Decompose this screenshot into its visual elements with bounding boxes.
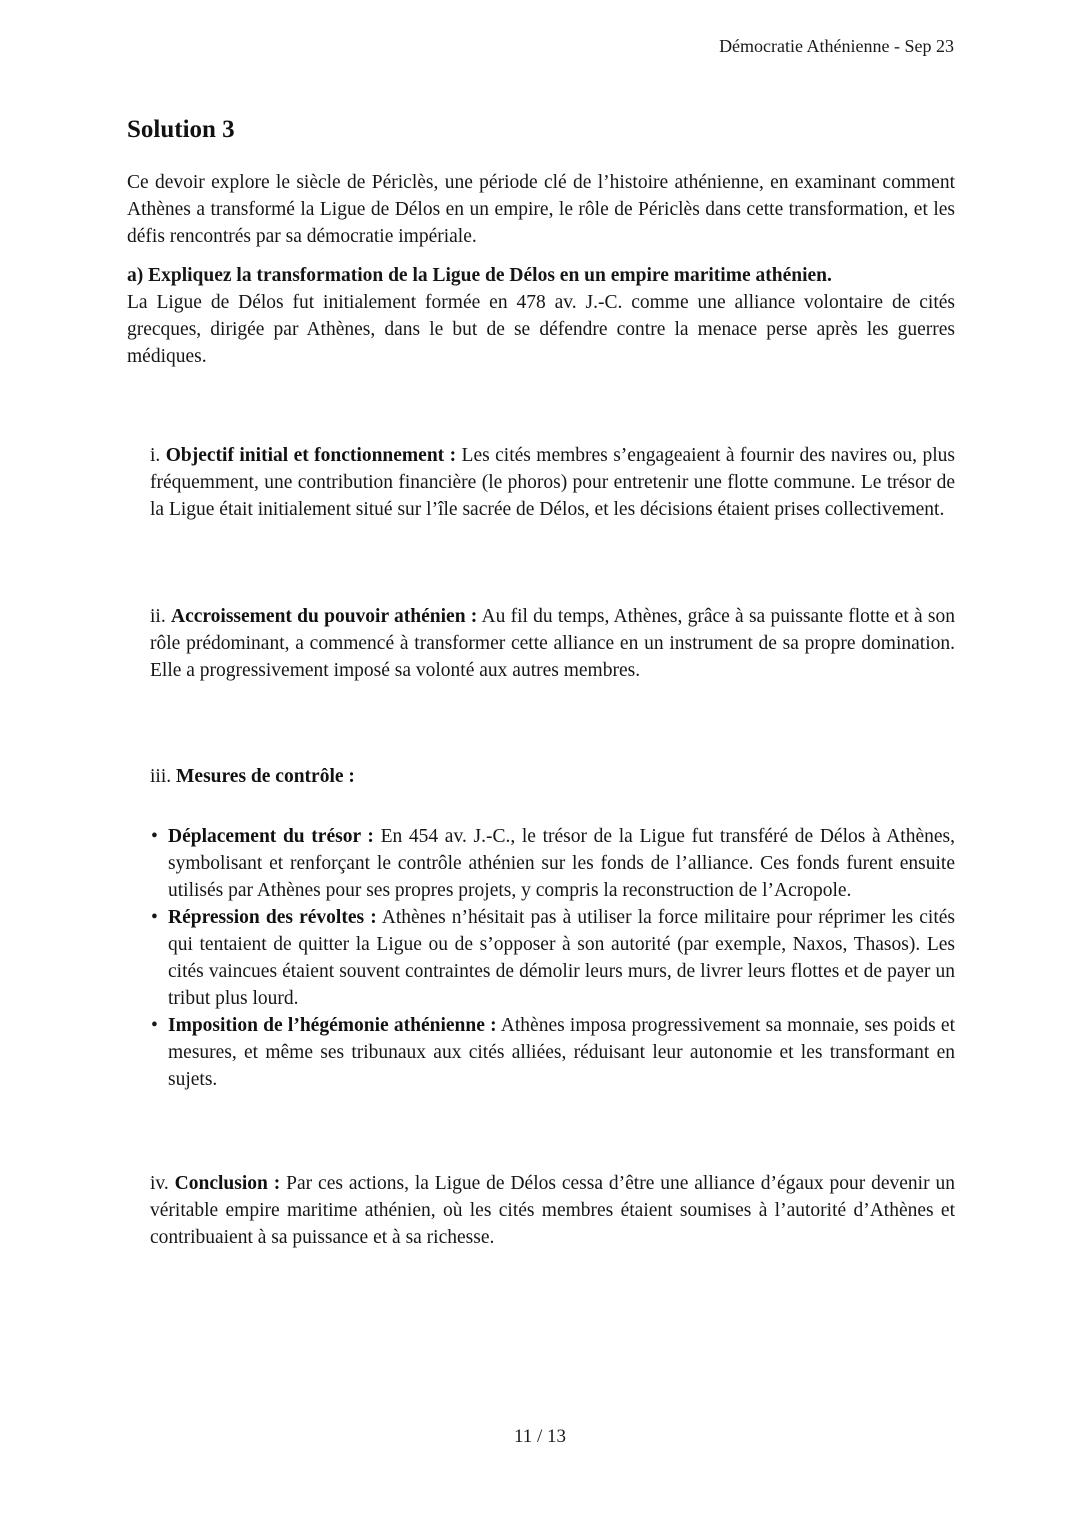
page-header: Démocratie Athénienne - Sep 23	[719, 36, 954, 56]
subsection-iii-marker: iii.	[150, 766, 172, 787]
bullet-1-label: Déplacement du trésor :	[168, 826, 374, 847]
section-a-heading: a) Expliquez la transformation de la Ligue de Délos en un empire maritime athénien.	[127, 265, 832, 286]
subsection-iv-conclusion	[150, 1170, 955, 1251]
bullet-3-label: Imposition de l’hégémonie athénienne :	[168, 1015, 497, 1036]
list-item	[150, 904, 955, 1012]
subsection-iii-label: Mesures de contrôle :	[176, 766, 355, 787]
bullet-2-text: Athènes n’hésitait pas à utiliser la force militaire pour réprimer les cités qui tentaient de quitter la Ligue ou de s’opposer à son autorité (par exemple, Naxos, Thasos). Les cités vaincues étaient souvent contraintes de démolir leurs murs, de livrer leurs flottes et de payer un tribut plus lourd.	[168, 907, 955, 1009]
subsection-i-label: Objectif initial et fonctionnement :	[165, 445, 457, 466]
subsection-iv-marker: iv.	[150, 1173, 169, 1194]
page-number: 11 / 13	[513, 1426, 567, 1447]
subsection-ii-label: Accroissement du pouvoir athénien :	[170, 606, 478, 627]
subsection-i-text: Les cités membres s’engageaient à fournir des navires ou, plus fréquemment, une contribution financière (le phoros) pour entretenir une flotte commune. Le trésor de la Ligue était initialement situé sur l’île sacrée de Délos, et les décisions étaient prises collectivement.	[150, 445, 955, 520]
document-content	[127, 0, 955, 1251]
bullet-1-text: En 454 av. J.-C., le trésor de la Ligue fut transféré de Délos à Athènes, symbolisant et renforçant le contrôle athénien sur les fonds de l’alliance. Ces fonds furent ensuite utilisés par Athènes pour ses propres projets, y compris la reconstruction de l’Acropole.	[168, 826, 956, 901]
list-item	[150, 823, 955, 904]
subsection-iii	[150, 763, 955, 790]
list-item	[150, 1012, 955, 1093]
subsection-ii-text: Au fil du temps, Athènes, grâce à sa puissante flotte et à son rôle prédominant, a commencé à transformer cette alliance en un instrument de sa propre domination. Elle a progressivement imposé sa volonté aux autres membres.	[150, 606, 955, 681]
subsection-iv-label: Conclusion :	[174, 1173, 281, 1194]
intro-paragraph: Ce devoir explore le siècle de Périclès, une période clé de l’histoire athénienne, en examinant comment Athènes a transformé la Ligue de Délos en un empire, le rôle de Périclès dans cette transformation, et les défis rencontrés par sa démocratie impériale.	[127, 172, 955, 247]
subsection-i	[150, 442, 955, 523]
bullet-2-label: Répression des révoltes :	[168, 907, 377, 928]
page-title: Solution 3	[127, 116, 235, 143]
section-a-body: La Ligue de Délos fut initialement formée en 478 av. J.-C. comme une alliance volontaire de cités grecques, dirigée par Athènes, dans le but de se défendre contre la menace perse après les guerres médiques.	[127, 292, 955, 367]
bullet-3-text: Athènes imposa progressivement sa monnaie, ses poids et mesures, et même ses tribunaux aux cités alliées, réduisant leur autonomie et les transformant en sujets.	[168, 1015, 955, 1090]
subsection-ii-marker: ii.	[150, 606, 166, 627]
subsection-ii	[150, 603, 955, 684]
subsection-iv-text: Par ces actions, la Ligue de Délos cessa d’être une alliance d’égaux pour devenir un véritable empire maritime athénien, où les cités membres étaient soumises à l’autorité d’Athènes et contribuaient à sa puissance et à sa richesse.	[150, 1173, 955, 1248]
subsection-i-marker: i.	[150, 445, 161, 466]
control-measures-list	[150, 823, 955, 1093]
